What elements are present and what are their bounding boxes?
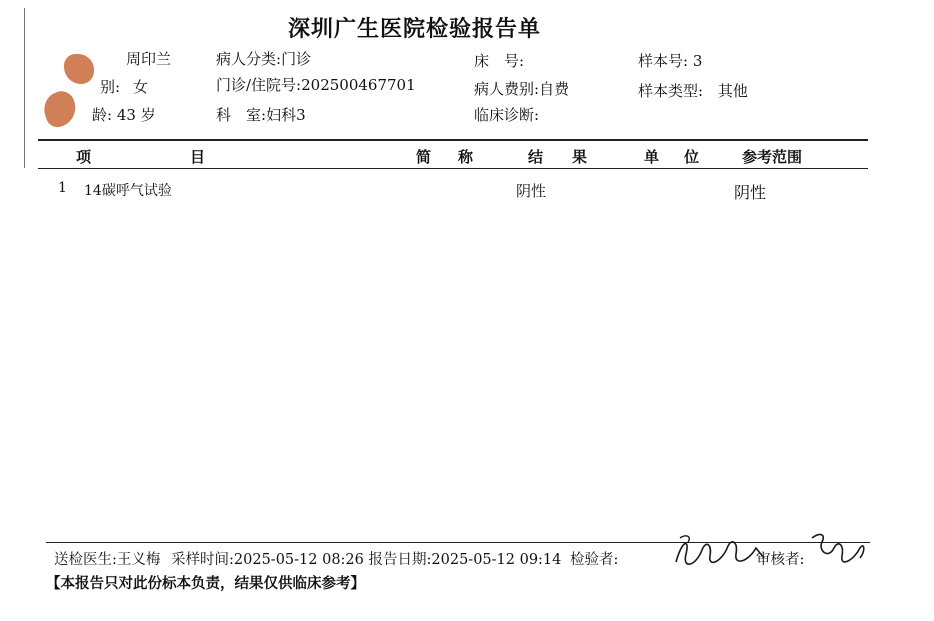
reviewer-label: 审核者: (756, 552, 805, 568)
reviewer-signature (808, 530, 868, 570)
doctor-label: 送检医生: (54, 552, 117, 568)
admission-number (216, 74, 416, 95)
sample-no-label: 样本号: (638, 52, 689, 70)
category-label: 病人分类: (216, 50, 282, 68)
gender-value: 女 (132, 78, 148, 96)
sample-type-label: 样本类型: (638, 82, 704, 100)
col-header-result-2: 果 (572, 148, 588, 166)
table-top-rule (38, 139, 868, 141)
col-header-unit-1: 单 (644, 148, 660, 166)
paper-edge (24, 8, 25, 168)
doctor-value: 王义梅 (116, 552, 161, 568)
sample-type-value: 其他 (717, 82, 748, 100)
department-label: 科 室: (216, 106, 267, 124)
tester-signature (672, 532, 768, 572)
report-title: 深圳广生医院检验报告单 (288, 16, 542, 42)
patient-age (92, 104, 156, 125)
department-value: 妇科3 (266, 106, 306, 124)
sample-time-label: 采样时间: (171, 552, 234, 568)
clinical-diagnosis (474, 104, 539, 125)
col-header-result-1: 结 (528, 148, 544, 166)
col-header-abbr-1: 简 (416, 148, 432, 166)
sample-time-value: 2025-05-12 08:26 (233, 552, 364, 568)
category-value: 门诊 (281, 50, 312, 68)
bed-label: 床 号: (474, 52, 525, 70)
sample-no-value: 3 (692, 52, 703, 70)
report-date-label: 报告日期: (368, 552, 432, 568)
report-date-value: 2025-05-12 09:14 (431, 552, 562, 568)
row-index: 1 (58, 180, 67, 196)
paper-stain (40, 88, 81, 130)
admission-label: 门诊/住院号: (216, 76, 302, 94)
row-reference: 阴性 (734, 183, 767, 202)
age-label: 龄: (92, 106, 113, 124)
patient-name: 周印兰 (126, 50, 172, 68)
footer-line (54, 548, 618, 569)
sample-number (638, 50, 702, 71)
col-header-item-2: 目 (190, 148, 206, 166)
admission-value: 202500467701 (301, 76, 416, 94)
department (216, 104, 306, 125)
patient-category (216, 48, 311, 69)
row-item: 14碳呼气试验 (84, 183, 172, 199)
sample-type (638, 80, 748, 101)
disclaimer: 【本报告只对此份标本负责，结果仅供临床参考】 (46, 575, 365, 592)
fee-label: 病人费别: (474, 80, 540, 98)
diagnosis-label: 临床诊断: (474, 106, 540, 124)
col-header-abbr-2: 称 (458, 148, 474, 166)
row-result: 阴性 (516, 182, 547, 200)
col-header-reference: 参考范围 (742, 148, 803, 166)
bed-number (474, 50, 524, 71)
patient-gender (100, 76, 148, 97)
col-header-item-1: 项 (76, 148, 92, 166)
tester-label: 检验者: (570, 552, 619, 568)
gender-label: 别: (100, 78, 121, 96)
col-header-unit-2: 位 (684, 148, 700, 166)
age-value: 43 岁 (116, 106, 156, 124)
fee-category (474, 78, 569, 99)
paper-stain (64, 54, 94, 84)
table-header-rule (38, 168, 868, 169)
fee-value: 自费 (539, 80, 570, 98)
